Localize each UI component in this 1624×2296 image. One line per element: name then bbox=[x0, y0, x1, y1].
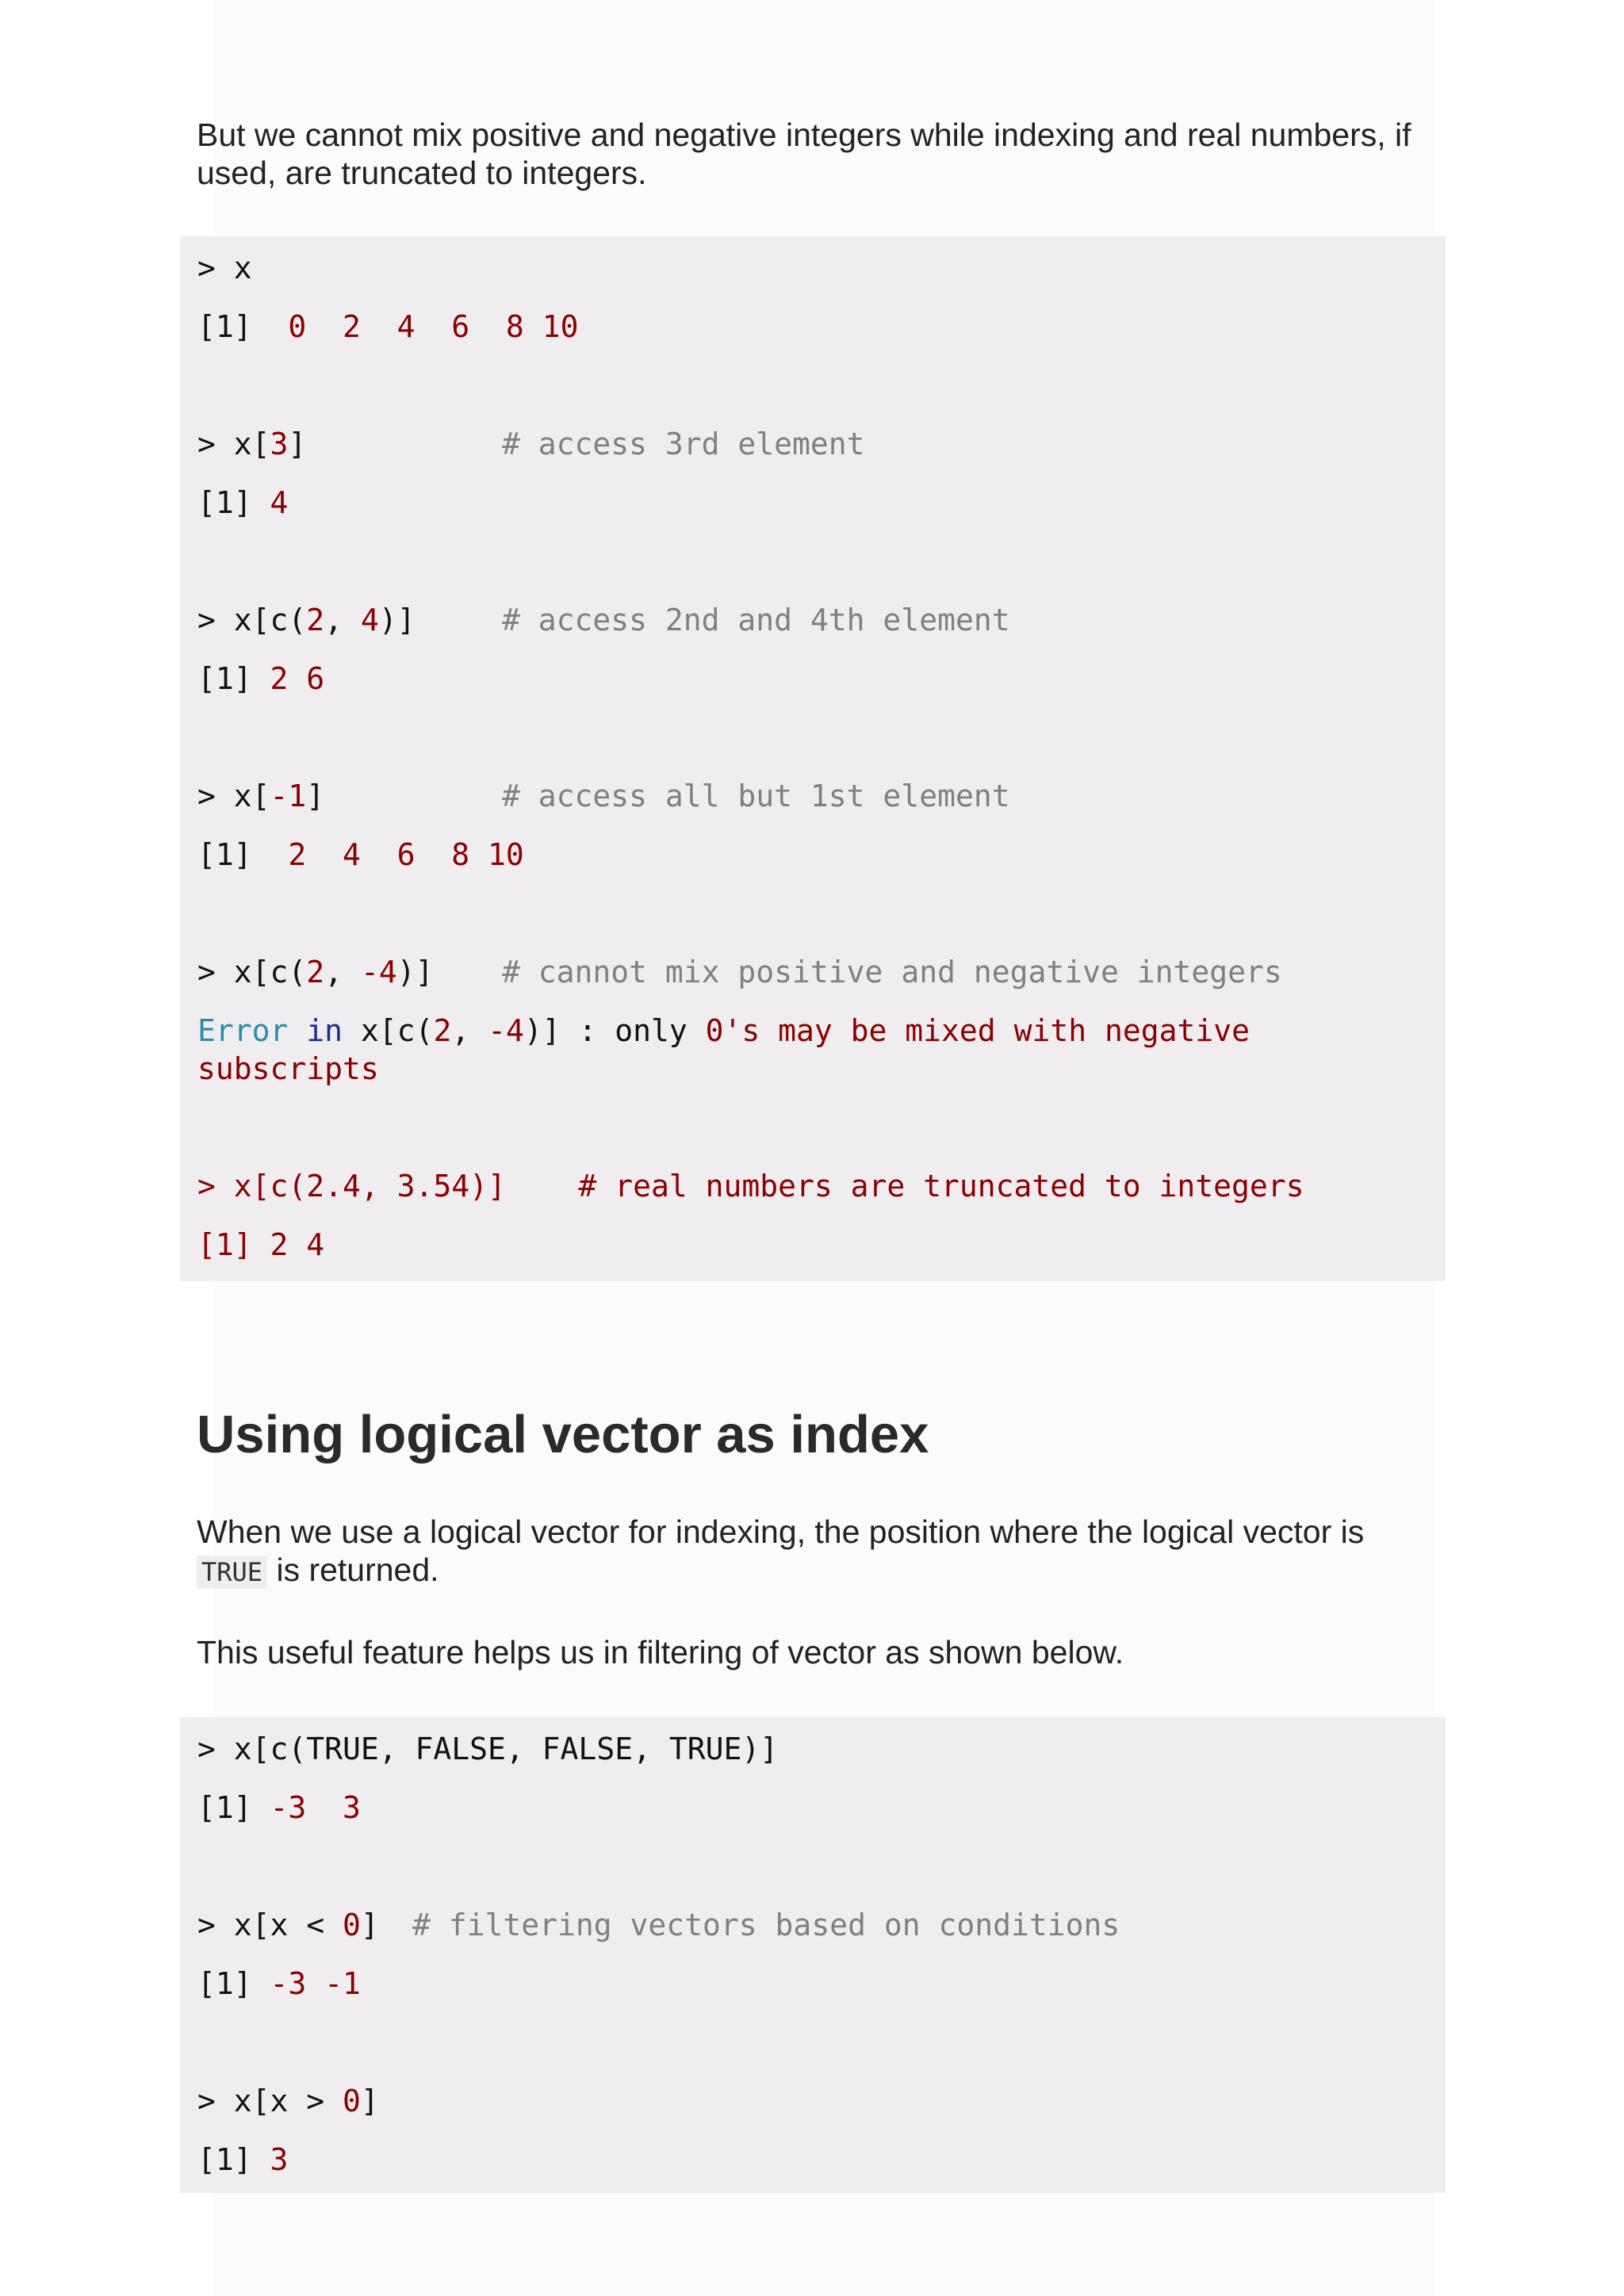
code-comment: # access 2nd and 4th element bbox=[502, 603, 1010, 637]
code-line: > x[-1] bbox=[197, 779, 325, 813]
error-line: Error in x[c(2, -4)] : only 0's may be mixed with negative bbox=[197, 1013, 1250, 1048]
code-line: > x[c(2, -4)] bbox=[197, 955, 434, 989]
code-line: [1] 2 6 bbox=[197, 661, 325, 696]
filtering-paragraph: This useful feature helps us in filtering of vector as shown below. bbox=[197, 1634, 1124, 1670]
code-line: [1] 2 4 bbox=[197, 1227, 325, 1262]
code-comment: # cannot mix positive and negative integers bbox=[502, 955, 1282, 989]
section-heading: Using logical vector as index bbox=[197, 1405, 929, 1464]
code-line: > x[x > 0] bbox=[197, 2084, 379, 2118]
code-line: > x[x < 0] bbox=[197, 1908, 379, 1942]
code-comment: # filtering vectors based on conditions bbox=[412, 1908, 1120, 1942]
code-line: [1] 0 2 4 6 8 10 bbox=[197, 309, 579, 344]
code-line: [1] 2 4 6 8 10 bbox=[197, 837, 524, 872]
code-line: [1] -3 -1 bbox=[197, 1966, 361, 2001]
intro-paragraph: But we cannot mix positive and negative integers while indexing and real numbers, if used, are truncated to integers. bbox=[197, 117, 1411, 191]
code-line: > x[3] bbox=[197, 427, 307, 461]
code-line: > x[c(TRUE, FALSE, FALSE, TRUE)] bbox=[197, 1732, 779, 1766]
code-line: [1] -3 3 bbox=[197, 1790, 361, 1825]
code-comment: # access all but 1st element bbox=[502, 779, 1010, 813]
code-line: > x[c(2.4, 3.54)] # real numbers are truncated to integers bbox=[197, 1169, 1304, 1203]
logical-index-paragraph: When we use a logical vector for indexing, the position where the logical vector is TRUE is returned. bbox=[197, 1513, 1365, 1588]
error-line-continued: subscripts bbox=[197, 1051, 379, 1086]
code-line: > x bbox=[197, 251, 252, 285]
code-block-logical bbox=[180, 1717, 1446, 2193]
inline-code-true: TRUE bbox=[197, 1556, 267, 1589]
code-line: [1] 4 bbox=[197, 485, 289, 520]
code-block-indexing bbox=[180, 236, 1446, 1281]
code-comment: # access 3rd element bbox=[502, 427, 865, 461]
code-line: [1] 3 bbox=[197, 2142, 289, 2177]
code-line: > x[c(2, 4)] bbox=[197, 603, 416, 637]
